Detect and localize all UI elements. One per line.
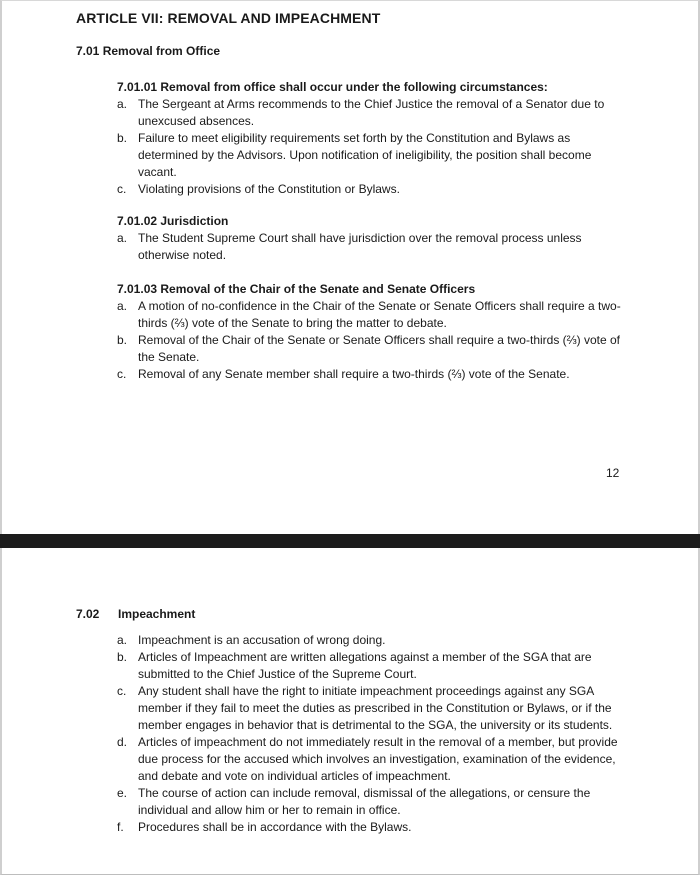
item-marker: a.	[117, 231, 128, 245]
item-text: Articles of impeachment do not immediately result in the removal of a member, but provide due process for the accused which involves an investigation, examination of the evidence, and debate and vote on individual articles of impeachment.	[138, 735, 618, 783]
item-text: Violating provisions of the Constitution or Bylaws.	[138, 182, 400, 196]
list-item	[117, 96, 627, 130]
page-number: 12	[606, 466, 620, 480]
list-item	[117, 230, 627, 264]
item-text: Failure to meet eligibility requirements set forth by the Constitution and Bylaws as determined by the Advisors. Upon notification of ineligibility, the position shall become vacant.	[138, 131, 592, 179]
subsection-7-01-03	[117, 281, 627, 383]
item-text: Removal of the Chair of the Senate or Senate Officers shall require a two-thirds (⅔) vote of the Senate.	[138, 333, 621, 364]
article-title: ARTICLE VII: REMOVAL AND IMPEACHMENT	[76, 10, 381, 26]
item-text: Removal of any Senate member shall require a two-thirds (⅔) vote of the Senate.	[138, 367, 570, 381]
list-item	[117, 819, 627, 836]
item-marker: b.	[117, 650, 128, 664]
section-title-impeachment: Impeachment	[118, 607, 196, 621]
list-item	[117, 332, 627, 366]
item-list	[117, 96, 627, 198]
impeachment-section	[117, 632, 627, 836]
item-marker: c.	[117, 684, 127, 698]
item-marker: c.	[117, 182, 127, 196]
subsection-7-01-02	[117, 213, 627, 264]
item-text: Procedures shall be in accordance with the Bylaws.	[138, 820, 412, 834]
item-list	[117, 632, 627, 836]
subsection-heading: 7.01.01 Removal from office shall occur under the following circumstances:	[117, 80, 548, 94]
item-marker: e.	[117, 786, 128, 800]
list-item	[117, 181, 627, 198]
section-heading-7-01: 7.01 Removal from Office	[76, 44, 221, 58]
list-item	[117, 683, 627, 734]
item-text: The course of action can include removal, dismissal of the allegations, or censure the individual and allow him or her to remain in office.	[138, 786, 591, 817]
item-list	[117, 230, 627, 264]
item-text: The Sergeant at Arms recommends to the Chief Justice the removal of a Senator due to unexcused absences.	[138, 97, 605, 128]
item-marker: d.	[117, 735, 128, 749]
subsection-heading: 7.01.02 Jurisdiction	[117, 214, 229, 228]
subsection-7-01-01	[117, 79, 627, 198]
list-item	[117, 649, 627, 683]
item-marker: b.	[117, 131, 128, 145]
item-text: Articles of Impeachment are written allegations against a member of the SGA that are submitted to the Chief Justice of the Supreme Court.	[138, 650, 592, 681]
document-page-13	[0, 548, 700, 875]
list-item	[117, 298, 627, 332]
item-marker: a.	[117, 97, 128, 111]
list-item	[117, 130, 627, 181]
item-marker: c.	[117, 367, 127, 381]
item-text: Impeachment is an accusation of wrong doing.	[138, 633, 386, 647]
item-marker: b.	[117, 333, 128, 347]
list-item	[117, 785, 627, 819]
item-list	[117, 298, 627, 383]
subsection-heading: 7.01.03 Removal of the Chair of the Senate and Senate Officers	[117, 282, 476, 296]
item-text: The Student Supreme Court shall have jurisdiction over the removal process unless otherwise noted.	[138, 231, 582, 262]
item-text: Any student shall have the right to initiate impeachment proceedings against any SGA member if they fail to meet the duties as prescribed in the Constitution or Bylaws, or if the member engages in behavior that is detrimental to the SGA, the university or its students.	[138, 684, 613, 732]
item-marker: a.	[117, 633, 128, 647]
item-text: A motion of no-confidence in the Chair of the Senate or Senate Officers shall require a two-thirds (⅔) vote of the Senate to bring the matter to debate.	[138, 299, 621, 330]
list-item	[117, 632, 627, 649]
item-marker: f.	[117, 820, 124, 834]
list-item	[117, 734, 627, 785]
list-item	[117, 366, 627, 383]
item-marker: a.	[117, 299, 128, 313]
section-number-7-02: 7.02	[76, 607, 100, 621]
page-separator	[0, 534, 700, 548]
